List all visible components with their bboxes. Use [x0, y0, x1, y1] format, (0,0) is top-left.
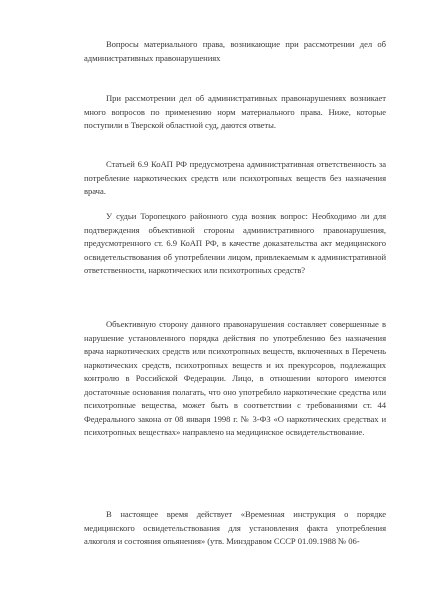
paragraph-instruction: В настоящее время действует «Временная инструкция о порядке медицинского освидетельствования для установления факта употребления алкоголя и состояния опьянения» (утв. Минздравом СССР 01.09.1988 № 06-	[84, 509, 386, 546]
paragraph-question: У судьи Торопецкого районного суда возник вопрос: Необходимо ли для подтверждения объективной стороны административного правонарушения, предусмотренного ст. 6.9 КоАП РФ, в качестве доказательства акт медицинского освидетельствования об употреблении лицом, привлекаемым к административной ответственности, наркотических или психотропных средств?	[84, 211, 386, 275]
paragraph-intro: При рассмотрении дел об административных правонарушениях возникает много вопросов по применению норм материального права. Ниже, которые поступили в Тверской областной суд, даются ответы.	[84, 93, 386, 130]
paragraph-objective-side: Объективную сторону данного правонарушения составляет совершенные в нарушение установленного порядка действия по употреблению без назначения врача наркотических средств или психотропных веществ, включенных в Перечень наркотических средств, психотропных веществ и их прекурсоров, подлежащих контролю в Российской Федерации. Лицо, в отношении которого имеются достаточные основания полагать, что оно употребило наркотические средства или психотропные вещества, может быть в соответствии с требованиями ст. 44 Федерального закона от 08 января 1998 г. № 3-ФЗ «О наркотических средствах и психотропных веществах» направлено на медицинское освидетельствование.	[84, 319, 386, 437]
document-title: Вопросы материального права, возникающие при рассмотрении дел об административных правонарушениях	[84, 39, 386, 63]
paragraph-article-6-9: Статьей 6.9 КоАП РФ предусмотрена административная ответственность за потребление наркотических средств или психотропных веществ без назначения врача.	[84, 159, 386, 196]
